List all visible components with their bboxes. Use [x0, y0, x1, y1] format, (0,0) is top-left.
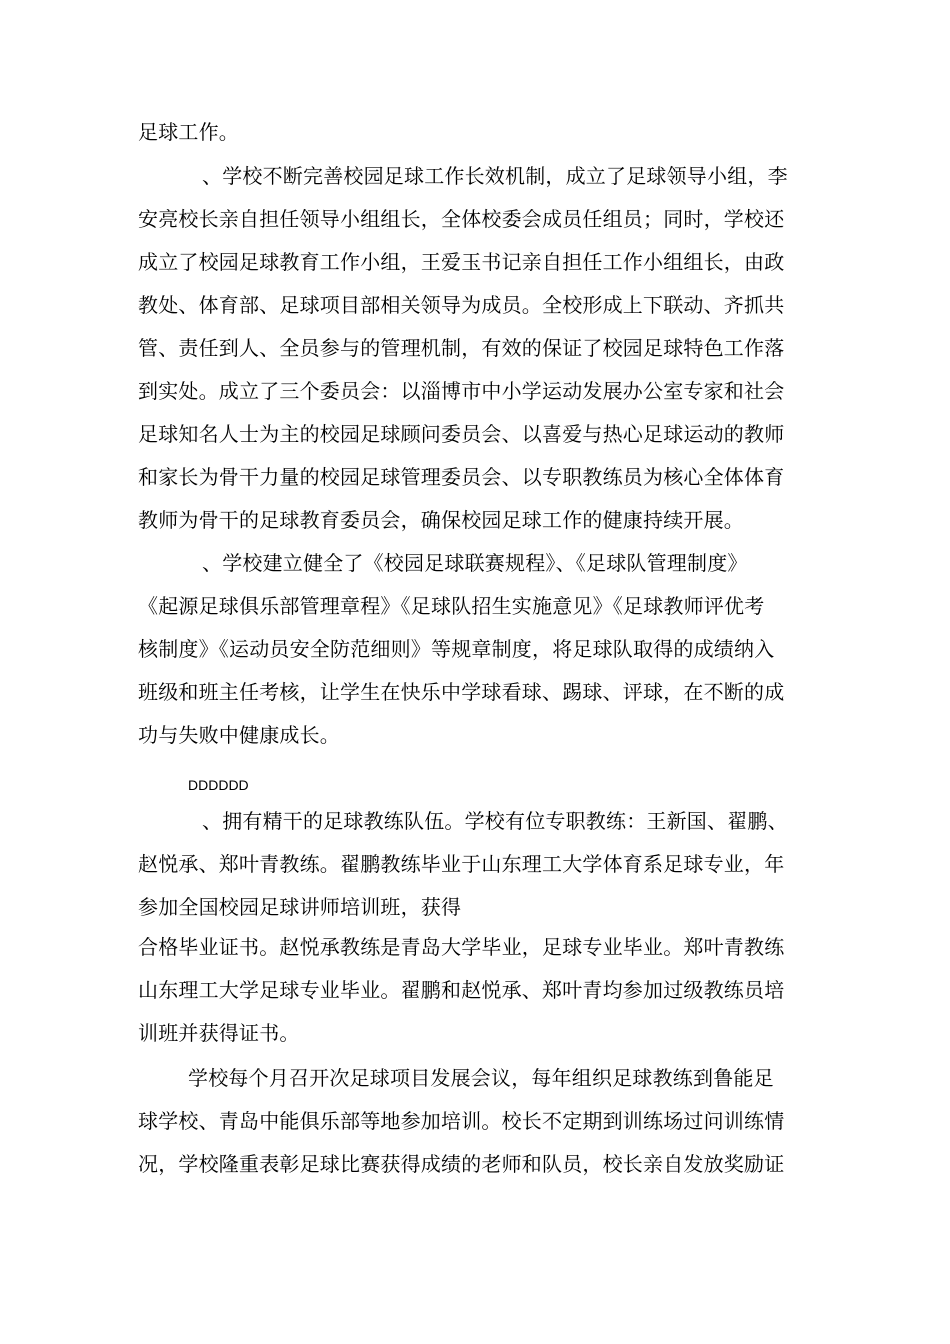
text-line: 《起源足球俱乐部管理章程》《足球队招生实施意见》《足球教师评优考 [138, 594, 765, 618]
text-line: 参加全国校园足球讲师培训班，获得 [138, 895, 462, 919]
text-line: 功与失败中健康成长。 [138, 723, 340, 747]
text-line: 学校每个月召开次足球项目发展会议，每年组织足球教练到鲁能足 [188, 1066, 774, 1090]
text-line: 班级和班主任考核，让学生在快乐中学球看球、踢球、评球，在不断的成 [138, 680, 785, 704]
section-marker: DDDDDD [188, 777, 249, 793]
text-line: 山东理工大学足球专业毕业。翟鹏和赵悦承、郑叶青均参加过级教练员培 [138, 978, 785, 1002]
text-line: 、学校不断完善校园足球工作长效机制，成立了足球领导小组，李 [202, 164, 788, 188]
text-line: 成立了校园足球教育工作小组，王爱玉书记亲自担任工作小组组长，由政 [138, 250, 785, 274]
text-line: 足球知名人士为主的校园足球顾问委员会、以喜爱与热心足球运动的教师 [138, 422, 785, 446]
text-line: 况，学校隆重表彰足球比赛获得成绩的老师和队员，校长亲自发放奖励证 [138, 1152, 785, 1176]
text-line: 核制度》《运动员安全防范细则》等规章制度，将足球队取得的成绩纳入 [138, 637, 775, 661]
text-line: 、拥有精干的足球教练队伍。学校有位专职教练：王新国、翟鹏、 [202, 809, 788, 833]
text-line: 赵悦承、郑叶青教练。翟鹏教练毕业于山东理工大学体育系足球专业，年 [138, 852, 785, 876]
text-line: 教处、体育部、足球项目部相关领导为成员。全校形成上下联动、齐抓共 [138, 293, 785, 317]
text-line: 到实处。成立了三个委员会：以淄博市中小学运动发展办公室专家和社会 [138, 379, 785, 403]
text-line: 球学校、青岛中能俱乐部等地参加培训。校长不定期到训练场过问训练情 [138, 1109, 785, 1133]
text-line: 训班并获得证书。 [138, 1021, 300, 1045]
text-line: 足球工作。 [138, 120, 239, 144]
text-line: 管、责任到人、全员参与的管理机制，有效的保证了校园足球特色工作落 [138, 336, 785, 360]
text-line: 合格毕业证书。赵悦承教练是青岛大学毕业，足球专业毕业。郑叶青教练 [138, 935, 785, 959]
text-line: 教师为骨干的足球教育委员会，确保校园足球工作的健康持续开展。 [138, 508, 744, 532]
text-line: 和家长为骨干力量的校园足球管理委员会、以专职教练员为核心全体体育 [138, 465, 785, 489]
text-line: 安亮校长亲自担任领导小组组长，全体校委会成员任组员；同时，学校还 [138, 207, 785, 231]
text-line: 、学校建立健全了《校园足球联赛规程》、《足球队管理制度》 [202, 551, 748, 575]
